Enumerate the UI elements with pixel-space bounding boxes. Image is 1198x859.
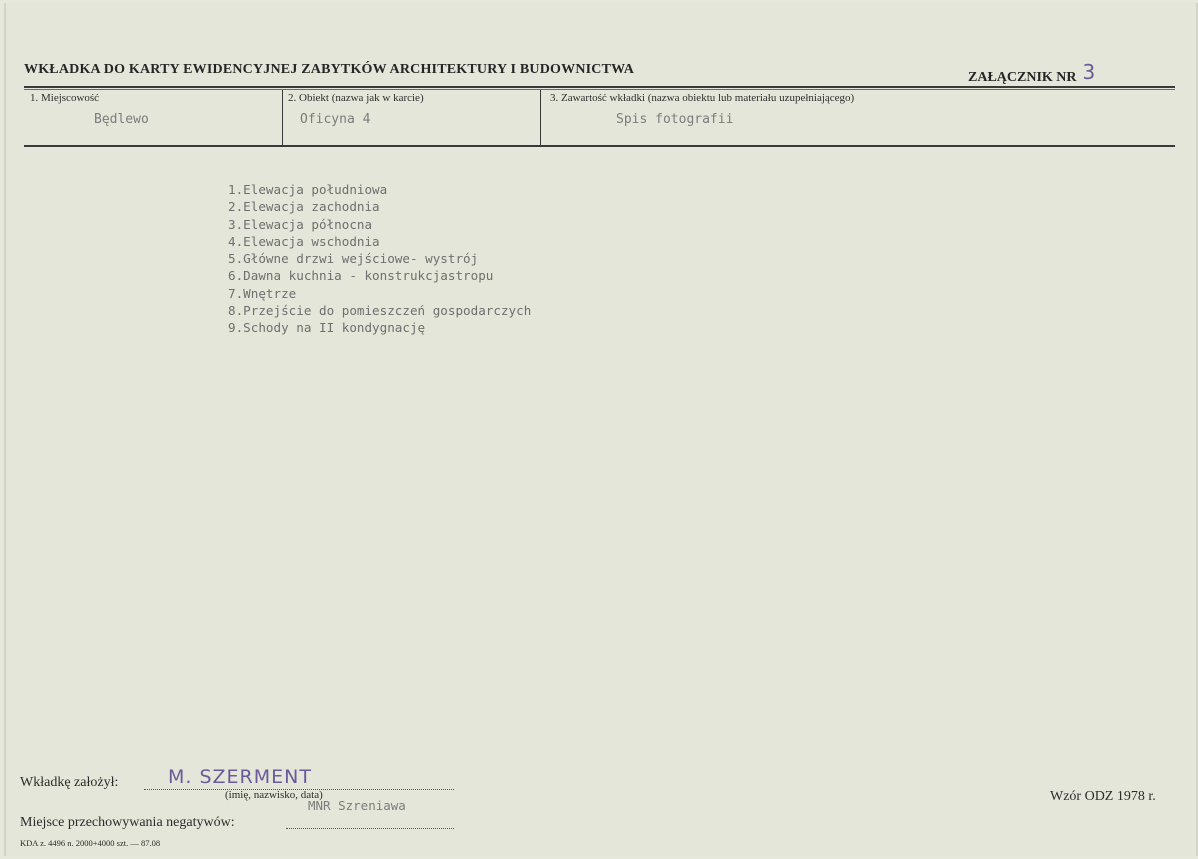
creator-note: (imię, nazwisko, data) (225, 789, 323, 801)
photo-list-item: 9.Schody na II kondygnację (228, 320, 426, 336)
photo-list (228, 181, 531, 337)
field-divider-2 (540, 90, 541, 145)
photo-list-item: 4.Elewacja wschodnia (228, 233, 380, 249)
photo-list-item: 8.Przejście do pomieszczeń gospodarczych (228, 303, 532, 319)
field-object-label: 2. Obiekt (nazwa jak w karcie) (288, 92, 424, 104)
storage-dotted-line (286, 828, 454, 829)
field-object-value: Oficyna 4 (300, 112, 371, 127)
photo-list-item: 1.Elewacja południowa (228, 182, 388, 197)
creator-signature: M. SZERMENT (168, 766, 312, 788)
photo-list-item: 3.Elewacja północna (228, 216, 373, 232)
header-rule (24, 86, 1175, 88)
form-title: WKŁADKA DO KARTY EWIDENCYJNEJ ZABYTKÓW ARCHITEKTURY I BUDOWNICTWA (24, 62, 635, 77)
field-location-label: 1. Miejscowość (30, 92, 100, 104)
form-template-note: Wzór ODZ 1978 r. (1050, 789, 1156, 804)
annex-number: 3 (1082, 60, 1096, 84)
photo-list-item: 2.Elewacja zachodnia (228, 199, 380, 215)
field-contents-label: 3. Zawartość wkładki (nazwa obiektu lub materiału uzupełniającego) (550, 92, 855, 104)
photo-list-item: 6.Dawna kuchnia - konstrukcjastropu (228, 268, 494, 284)
header-rule-thin (24, 89, 1175, 90)
fields-bottom-rule (24, 145, 1175, 147)
field-divider-1 (282, 90, 283, 145)
field-location-value: Będlewo (94, 112, 149, 127)
photo-list-item: 7.Wnętrze (228, 285, 297, 301)
print-info: KDA z. 4496 n. 2000+4000 szt. — 87.08 (20, 838, 161, 848)
annex-label: ZAŁĄCZNIK NR (968, 70, 1077, 85)
storage-label: Miejsce przechowywania negatywów: (20, 815, 235, 830)
photo-list-item: 5.Główne drzwi wejściowe- wystrój (228, 251, 479, 267)
storage-value: MNR Szreniawa (308, 798, 406, 813)
form-sheet (4, 3, 1198, 856)
field-contents-value: Spis fotografii (616, 112, 734, 127)
annex-label-group (968, 62, 1095, 86)
creator-label: Wkładkę założył: (20, 775, 119, 790)
